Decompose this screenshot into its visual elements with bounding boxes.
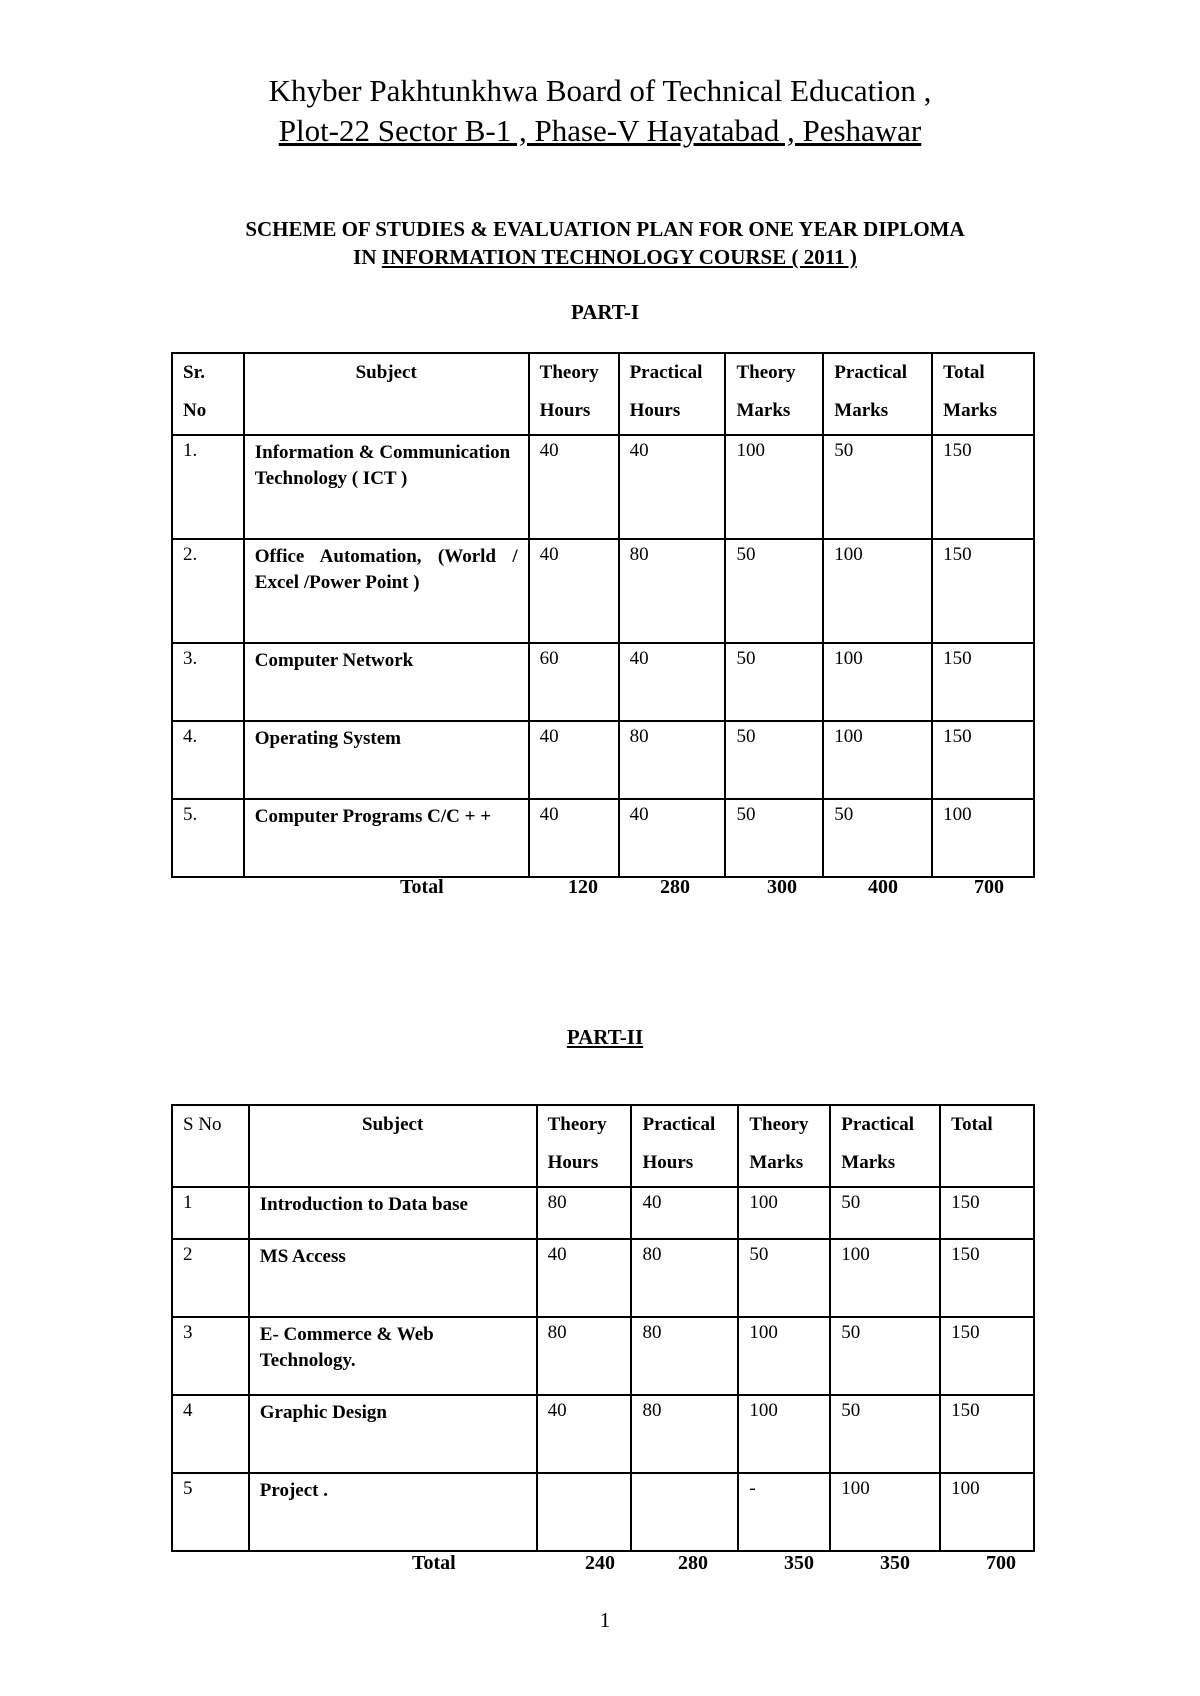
cell-practical-marks: 50: [823, 435, 932, 539]
cell-practical-hours: 40: [619, 799, 726, 877]
table-row: [172, 1473, 1034, 1551]
cell-practical-marks: 100: [830, 1473, 940, 1551]
scheme-title-line2: [0, 243, 1200, 271]
cell-theory-hours: 40: [529, 799, 619, 877]
cell-total-marks: 150: [932, 643, 1034, 721]
cell-total: 150: [940, 1187, 1034, 1239]
cell-practical-hours: 80: [631, 1239, 738, 1317]
total-practical-hours: 280: [660, 876, 690, 898]
cell-theory-hours: 40: [529, 721, 619, 799]
cell-total-marks: 150: [932, 435, 1034, 539]
cell-practical-marks: 50: [823, 799, 932, 877]
header-sno: S No: [172, 1105, 249, 1187]
part1-totals: [0, 876, 1200, 906]
header-theory-marks: Theory Marks: [725, 353, 823, 435]
cell-subject: Introduction to Data base: [249, 1187, 537, 1239]
cell-sno: 5: [172, 1473, 249, 1551]
total-practical-hours: 280: [678, 1552, 708, 1574]
table-row: [172, 643, 1034, 721]
header-theory-marks: Theory Marks: [738, 1105, 830, 1187]
part1-title: PART-I: [570, 300, 640, 324]
table-row: [172, 1239, 1034, 1317]
header-sr: Sr. No: [172, 353, 244, 435]
institution-address: [0, 112, 1200, 150]
header-total: Total: [940, 1105, 1034, 1187]
cell-subject: Computer Programs C/C + +: [244, 799, 529, 877]
page-number: 1: [599, 1608, 611, 1632]
cell-theory-marks: -: [738, 1473, 830, 1551]
header-theory-hours: Theory Hours: [529, 353, 619, 435]
cell-subject: Project .: [249, 1473, 537, 1551]
cell-practical-marks: 100: [823, 643, 932, 721]
cell-practical-marks: 100: [823, 539, 932, 643]
cell-subject: Information & Communication Technology ( ICT ): [244, 435, 529, 539]
header-practical-marks: Practical Marks: [823, 353, 932, 435]
scheme-title-line1: SCHEME OF STUDIES & EVALUATION PLAN FOR ONE YEAR DIPLOMA: [245, 217, 965, 241]
cell-subject: MS Access: [249, 1239, 537, 1317]
cell-total: 150: [940, 1239, 1034, 1317]
address-text: Plot-22 Sector B-1 , Phase-V Hayatabad , Peshawar: [278, 113, 922, 148]
institution-name: Khyber Pakhtunkhwa Board of Technical Education ,: [268, 73, 932, 108]
cell-theory-marks: 50: [725, 799, 823, 877]
cell-theory-marks: 100: [725, 435, 823, 539]
cell-total: 100: [940, 1473, 1034, 1551]
total-practical-marks: 350: [880, 1552, 910, 1574]
cell-sno: 4: [172, 1395, 249, 1473]
table-row: [172, 721, 1034, 799]
part2-header-row: [172, 1105, 1034, 1187]
cell-practical-hours: 80: [619, 721, 726, 799]
cell-practical-hours: 40: [631, 1187, 738, 1239]
table-row: [172, 1187, 1034, 1239]
cell-sr: 2.: [172, 539, 244, 643]
part2-title: PART-II: [566, 1025, 644, 1049]
totals-label: Total: [400, 876, 444, 898]
cell-practical-marks: 100: [823, 721, 932, 799]
cell-practical-marks: 100: [830, 1239, 940, 1317]
cell-theory-hours: [537, 1473, 632, 1551]
cell-theory-hours: 80: [537, 1187, 632, 1239]
cell-theory-marks: 50: [725, 643, 823, 721]
cell-sr: 3.: [172, 643, 244, 721]
cell-sno: 1: [172, 1187, 249, 1239]
total-practical-marks: 400: [868, 876, 898, 898]
header-theory-hours: Theory Hours: [537, 1105, 632, 1187]
table-row: [172, 539, 1034, 643]
cell-theory-hours: 40: [529, 435, 619, 539]
header-total-marks: Total Marks: [932, 353, 1034, 435]
cell-theory-marks: 50: [725, 721, 823, 799]
table-row: [172, 1395, 1034, 1473]
cell-practical-hours: 40: [619, 643, 726, 721]
cell-sno: 3: [172, 1317, 249, 1395]
cell-theory-hours: 40: [529, 539, 619, 643]
cell-practical-hours: 80: [619, 539, 726, 643]
cell-theory-hours: 40: [537, 1395, 632, 1473]
cell-practical-hours: [631, 1473, 738, 1551]
cell-sr: 1.: [172, 435, 244, 539]
total-marks: 700: [974, 876, 1004, 898]
cell-total-marks: 150: [932, 721, 1034, 799]
cell-subject: Graphic Design: [249, 1395, 537, 1473]
cell-theory-hours: 40: [537, 1239, 632, 1317]
table-row: [172, 1317, 1034, 1395]
cell-subject: Operating System: [244, 721, 529, 799]
total-theory-hours: 120: [568, 876, 598, 898]
cell-sr: 4.: [172, 721, 244, 799]
cell-total-marks: 150: [932, 539, 1034, 643]
header-practical-marks: Practical Marks: [830, 1105, 940, 1187]
cell-subject: Office Automation, (World / Excel /Power Point ): [244, 539, 529, 643]
cell-total: 150: [940, 1395, 1034, 1473]
cell-practical-hours: 40: [619, 435, 726, 539]
course-name: INFORMATION TECHNOLOGY COURSE ( 2011 ): [381, 245, 857, 269]
cell-total: 150: [940, 1317, 1034, 1395]
table-row: [172, 435, 1034, 539]
cell-theory-marks: 100: [738, 1317, 830, 1395]
cell-theory-hours: 80: [537, 1317, 632, 1395]
cell-practical-marks: 50: [830, 1395, 940, 1473]
cell-practical-hours: 80: [631, 1395, 738, 1473]
cell-theory-marks: 50: [725, 539, 823, 643]
header-practical-hours: Practical Hours: [619, 353, 726, 435]
cell-practical-marks: 50: [830, 1187, 940, 1239]
cell-sr: 5.: [172, 799, 244, 877]
cell-practical-marks: 50: [830, 1317, 940, 1395]
header-subject: Subject: [249, 1105, 537, 1187]
part1-table: [171, 352, 1035, 878]
cell-theory-marks: 100: [738, 1395, 830, 1473]
cell-sno: 2: [172, 1239, 249, 1317]
total-theory-marks: 350: [784, 1552, 814, 1574]
cell-theory-hours: 60: [529, 643, 619, 721]
cell-theory-marks: 50: [738, 1239, 830, 1317]
cell-subject: Computer Network: [244, 643, 529, 721]
total-theory-marks: 300: [767, 876, 797, 898]
header-practical-hours: Practical Hours: [631, 1105, 738, 1187]
totals-label: Total: [412, 1552, 456, 1574]
part2-table: [171, 1104, 1035, 1552]
cell-subject: E- Commerce & Web Technology.: [249, 1317, 537, 1395]
cell-practical-hours: 80: [631, 1317, 738, 1395]
scheme-title-prefix: IN: [353, 245, 382, 269]
total-marks: 700: [986, 1552, 1016, 1574]
cell-total-marks: 100: [932, 799, 1034, 877]
total-theory-hours: 240: [585, 1552, 615, 1574]
part1-header-row: [172, 353, 1034, 435]
cell-theory-marks: 100: [738, 1187, 830, 1239]
header-subject: Subject: [244, 353, 529, 435]
part2-totals: [0, 1552, 1200, 1582]
table-row: [172, 799, 1034, 877]
